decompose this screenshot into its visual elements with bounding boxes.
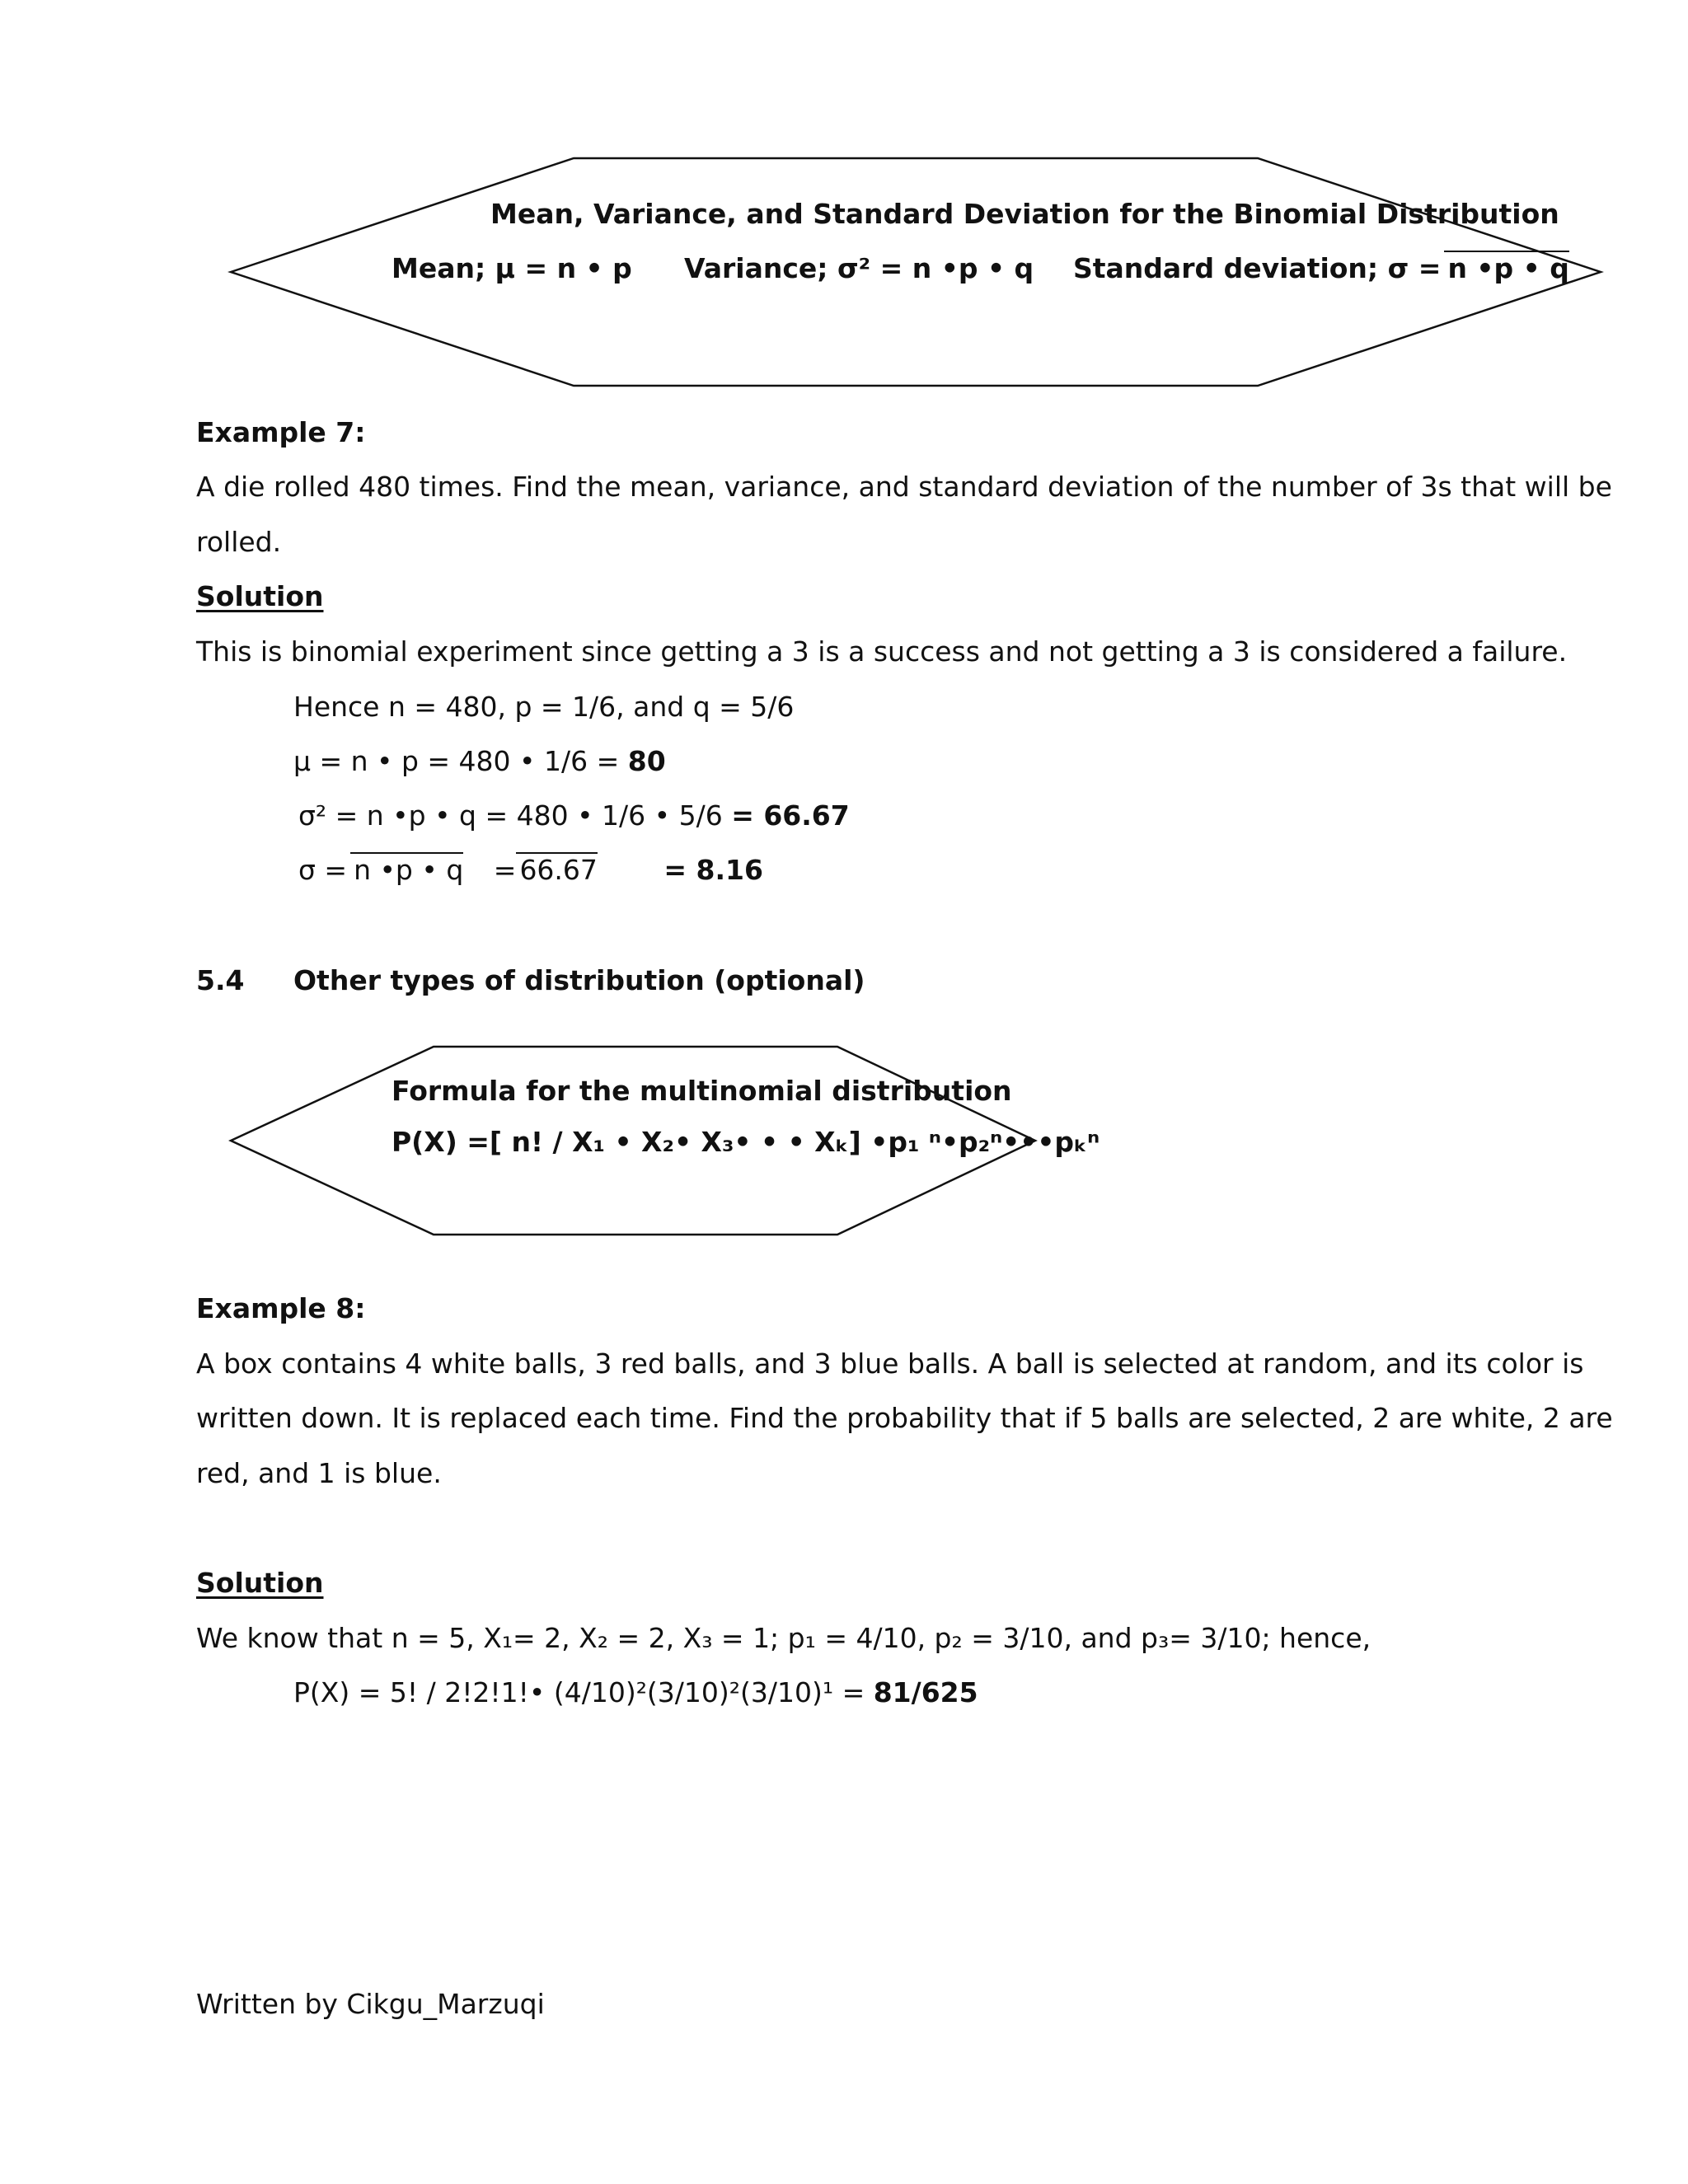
example-7-variance-expr: σ² = n •p • q = 480 • 1/6 • 5/6 [298, 799, 732, 832]
example-8-probability-line [293, 1676, 978, 1709]
example-7-sd-value-radicand: 66.67 [516, 852, 597, 886]
example-7-mean-expr: μ = n • p = 480 • 1/6 = [293, 745, 628, 777]
example-7-sd-equals: = [493, 854, 517, 886]
example-7-problem-line1: A die rolled 480 times. Find the mean, variance, and standard deviation of the number of 3s that will be [196, 471, 1612, 503]
example-7-solution-text: This is binomial experiment since getting a 3 is a success and not getting a 3 is considered a failure. [196, 635, 1568, 668]
example-8-problem-line3: red, and 1 is blue. [196, 1457, 442, 1489]
example-7-solution-label: Solution [196, 580, 324, 612]
binomial-box-title: Mean, Variance, and Standard Deviation for the Binomial Distribution [490, 198, 1559, 230]
example-7-sd-prefix: σ = [298, 854, 348, 886]
example-8-px-expr: P(X) = 5! / 2!2!1!• (4/10)²(3/10)²(3/10)¹ = [293, 1676, 874, 1708]
example-7-variance-line [298, 799, 850, 832]
binomial-mean-formula: Mean; μ = n • p [392, 252, 632, 284]
multinomial-formula: P(X) =[ n! / X₁ • X₂• X₃• • • Xₖ] •p₁ ⁿ•p₂ⁿ•••pₖⁿ [392, 1126, 1100, 1158]
binomial-sd-formula [1073, 252, 1569, 285]
example-7-heading: Example 7: [196, 416, 366, 448]
multinomial-box-title: Formula for the multinomial distribution [392, 1075, 1012, 1107]
binomial-sd-prefix: Standard deviation; σ = [1073, 252, 1442, 284]
example-8-given: We know that n = 5, X₁= 2, X₂ = 2, X₃ = 1; p₁ = 4/10, p₂ = 3/10, and p₃= 3/10; hence, [196, 1622, 1372, 1654]
example-7-sd-line [298, 854, 763, 887]
example-7-sd-radicand: n •p • q [350, 852, 463, 886]
example-8-problem-line2: written down. It is replaced each time. Find the probability that if 5 balls are selected, 2 are white, 2 are [196, 1402, 1613, 1434]
example-7-mean-result: 80 [627, 745, 666, 777]
example-8-problem-line1: A box contains 4 white balls, 3 red balls, and 3 blue balls. A ball is selected at random, and its color is [196, 1347, 1584, 1380]
example-7-sd-result: = 8.16 [663, 854, 763, 886]
example-7-mean-line [293, 745, 666, 778]
example-7-hence: Hence n = 480, p = 1/6, and q = 5/6 [293, 691, 795, 723]
example-8-solution-label: Solution [196, 1567, 324, 1599]
binomial-sd-radicand: n •p • q [1444, 251, 1568, 284]
binomial-variance-formula: Variance; σ² = n •p • q [684, 252, 1034, 284]
example-7-problem-line2: rolled. [196, 526, 282, 558]
section-title: Other types of distribution (optional) [293, 964, 865, 996]
section-number: 5.4 [196, 964, 245, 996]
footer-author: Written by Cikgu_Marzuqi [196, 1988, 545, 2020]
example-8-px-result: 81/625 [873, 1676, 978, 1708]
example-8-heading: Example 8: [196, 1292, 366, 1324]
example-7-variance-result: = 66.67 [731, 799, 850, 832]
